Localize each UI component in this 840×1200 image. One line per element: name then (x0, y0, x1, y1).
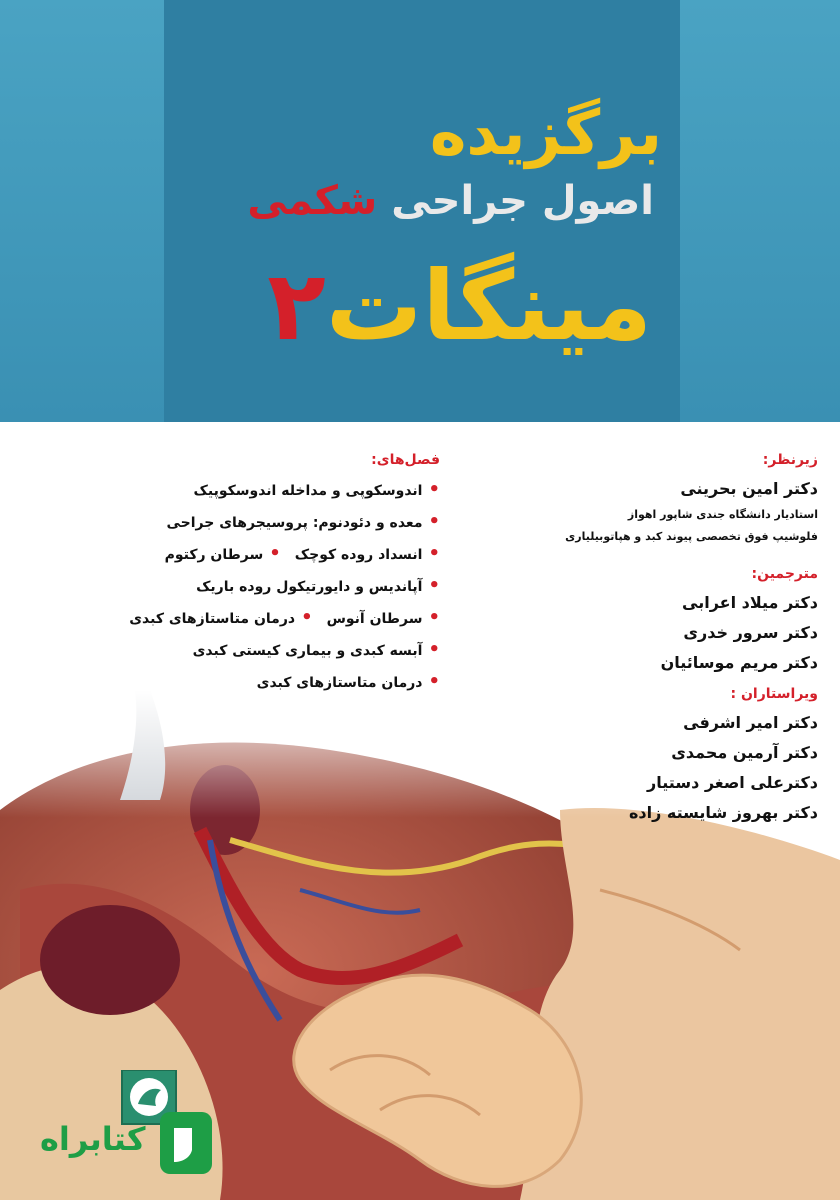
bullet-icon: • (428, 511, 440, 532)
chapter-item: •انسداد روده کوچک•سرطان رکتوم (164, 543, 440, 564)
chapters-column (110, 452, 440, 698)
publisher-logo (40, 1070, 220, 1180)
credits-column (488, 452, 818, 828)
chapter-item: •درمان متاستازهای کبدی (256, 671, 440, 692)
translator-name: دکتر مریم موسائیان (660, 653, 818, 672)
bullet-icon: • (428, 671, 440, 692)
supervisor-name: دکتر امین بحرینی (680, 479, 818, 498)
bullet-icon: • (301, 607, 313, 628)
title-line2 (247, 178, 654, 224)
title-volume-number: ۲ (267, 250, 326, 362)
title-line2-part2: شکمی (247, 178, 378, 224)
supervisor-heading: زیرنظر: (762, 452, 818, 468)
chapter-item: •آپاندیس و دایورتیکول روده باریک (196, 575, 440, 596)
bullet-icon: • (428, 639, 440, 660)
editors-heading: ویراستاران : (730, 686, 818, 702)
chapter-item: •سرطان آنوس•درمان متاستازهای کبدی (129, 607, 440, 628)
title-line3-word: مینگات (325, 250, 652, 362)
chapters-heading: فصل‌های: (371, 452, 440, 468)
bullet-icon: • (428, 575, 440, 596)
editor-name: دکتر امیر اشرفی (683, 713, 818, 732)
banner-left-strip (0, 0, 164, 422)
publisher-logo-text: کتابراه (40, 1120, 146, 1158)
editor-name: دکتر آرمین محمدی (671, 743, 818, 762)
title-line1: برگزیده (429, 96, 662, 169)
bullet-icon: • (428, 543, 440, 564)
supervisor-fellowship: فلوشیپ فوق تخصصی پیوند کبد و هپاتوبیلیاری (565, 530, 818, 543)
title-line3 (267, 250, 652, 362)
chapter-item: •آبسه کبدی و بیماری کیستی کبدی (192, 639, 440, 660)
chapter-item: •اندوسکوپی و مداخله اندوسکوپیک (193, 479, 440, 500)
bullet-icon: • (269, 543, 281, 564)
translators-heading: مترجمین: (751, 566, 818, 582)
banner-right-strip (680, 0, 840, 422)
bullet-icon: • (428, 479, 440, 500)
title-banner (0, 0, 840, 422)
translator-name: دکتر سرور خدری (683, 623, 818, 642)
chapter-item: •معده و دئودنوم: پروسیجرهای جراحی (166, 511, 440, 532)
editor-name: دکترعلی اصغر دستیار (647, 773, 818, 792)
bullet-icon: • (428, 607, 440, 628)
translator-name: دکتر میلاد اعرابی (682, 593, 818, 612)
editor-name: دکتر بهروز شایسته زاده (628, 803, 818, 822)
supervisor-affiliation: استادیار دانشگاه جندی شاپور اهواز (627, 508, 818, 521)
title-line2-part1: اصول جراحی (391, 178, 654, 224)
